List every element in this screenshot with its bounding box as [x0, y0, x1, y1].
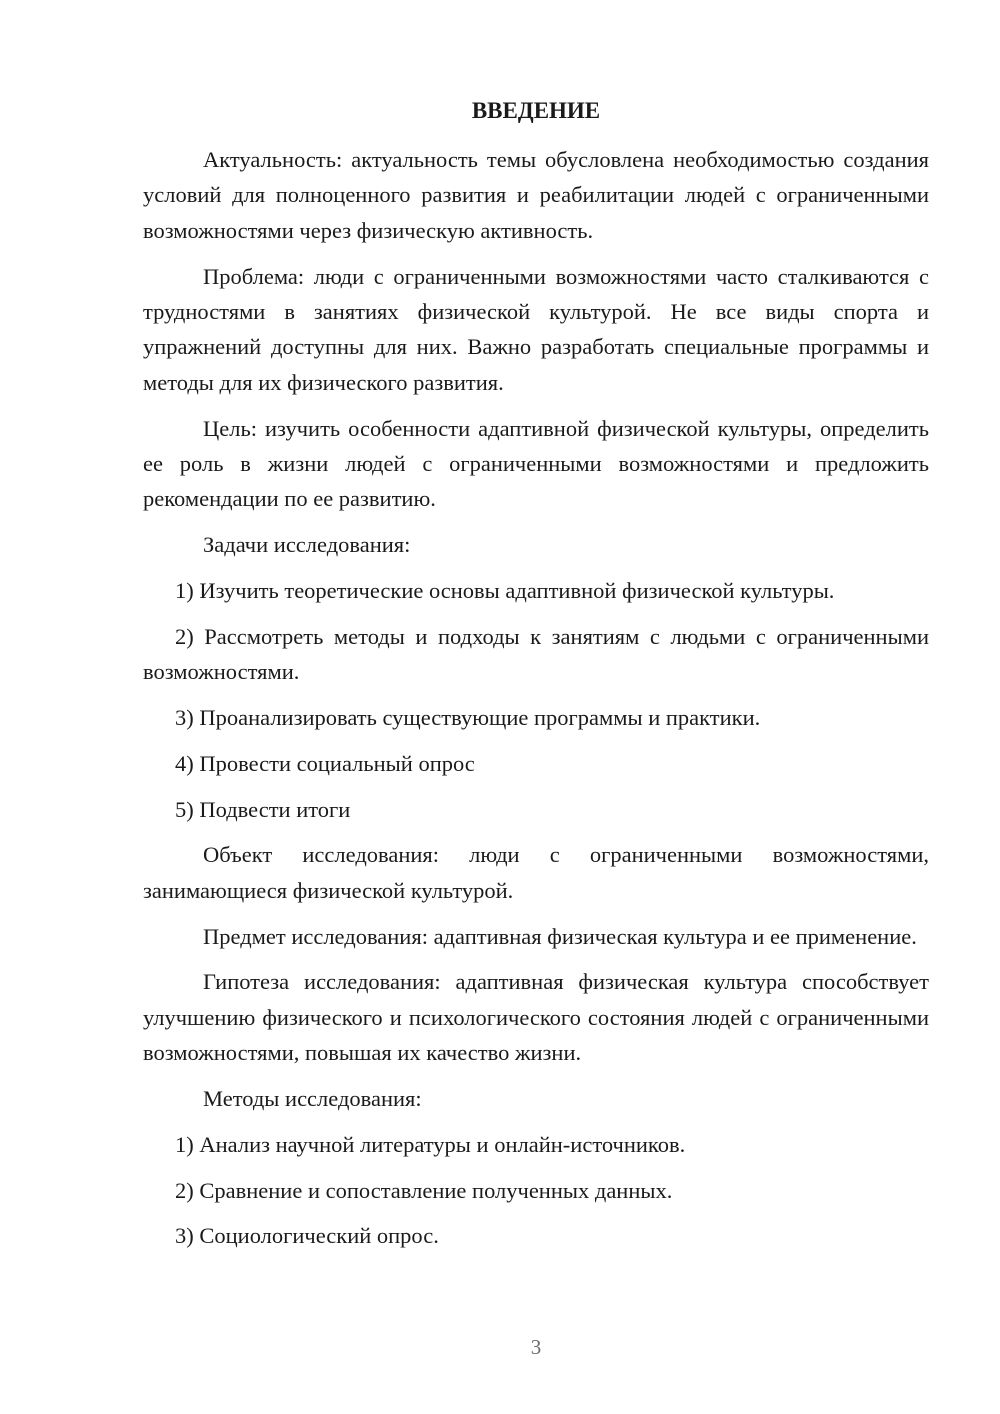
paragraph-subject: Предмет исследования: адаптивная физическая культура и ее применение.	[203, 923, 917, 949]
paragraph-relevance: Актуальность: актуальность темы обусловлена необходимостью создания условий для полноценного развития и реабилитации людей с ограниченными возможностями через физическую активность.	[143, 147, 929, 243]
method-item-2: 2) Сравнение и сопоставление полученных данных.	[175, 1177, 673, 1203]
paragraph-tasks-title: Задачи исследования:	[203, 532, 411, 558]
paragraph-hypothesis: Гипотеза исследования: адаптивная физическая культура способствует улучшению физического и психологического состояния людей с ограниченными возможностями, повышая их качество жизни.	[143, 969, 929, 1066]
paragraph-problem: Проблема: люди с ограниченными возможностями часто сталкиваются с трудностями в занятиях физической культурой. Не все виды спорта и упражнений доступны для них. Важно разработать специальные программы и методы для их физического развития.	[143, 263, 929, 395]
task-item-4: 4) Провести социальный опрос	[175, 750, 475, 776]
method-item-1: 1) Анализ научной литературы и онлайн-источников.	[175, 1131, 686, 1157]
task-item-3: 3) Проанализировать существующие программы и практики.	[175, 705, 761, 731]
task-item-1: 1) Изучить теоретические основы адаптивной физической культуры.	[175, 578, 835, 604]
task-item-2: 2) Рассмотреть методы и подходы к занятиям с людьми с ограниченными возможностями.	[143, 623, 929, 685]
paragraph-methods-title: Методы исследования:	[203, 1086, 422, 1112]
page-number: 3	[530, 1335, 542, 1359]
paragraph-object: Объект исследования: люди с ограниченными возможностями, занимающиеся физической культурой.	[143, 842, 929, 903]
paragraph-goal: Цель: изучить особенности адаптивной физической культуры, определить ее роль в жизни людей с ограниченными возможностями и предложить рекомендации по ее развитию.	[143, 415, 929, 512]
task-item-5: 5) Подвести итоги	[175, 796, 351, 822]
method-item-3: 3) Социологический опрос.	[175, 1223, 439, 1249]
document-body	[143, 142, 929, 1264]
section-heading: ВВЕДЕНИЕ	[471, 98, 601, 123]
